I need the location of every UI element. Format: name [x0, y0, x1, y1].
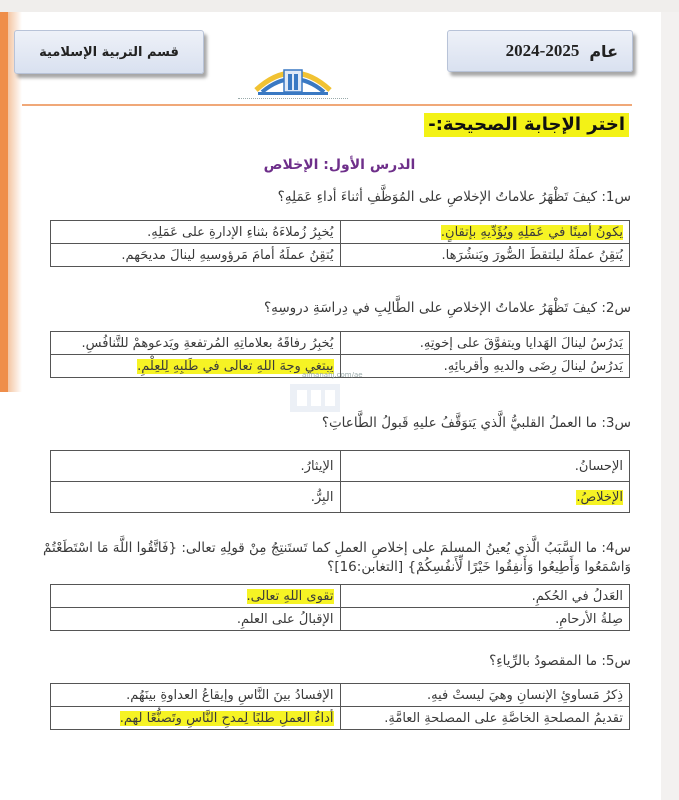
option-cell[interactable] [340, 332, 630, 355]
watermark-icon [285, 376, 345, 416]
correct-option: يبتغي وجهَ اللهِ تعالى في طَلبِهِ لِلعِلْمِ. [137, 358, 334, 374]
option-cell[interactable] [340, 355, 630, 378]
option-text: يُخبِرُ زُملاءَهُ بثناءِ الإدارةِ على عَمَلِهِ. [147, 224, 334, 240]
option-cell[interactable] [340, 221, 630, 244]
option-text: يُتقِنُ عملَهُ أمامَ مَرؤوسيهِ لينالَ مديحَهم. [121, 247, 334, 263]
option-cell[interactable] [340, 707, 630, 730]
option-text: ذِكرُ مَساوئِ الإنسانِ وهيَ ليستْ فيهِ. [427, 687, 623, 703]
year-label: عام [589, 41, 618, 61]
lesson-title: الدرس الأول: الإخلاص [263, 157, 416, 173]
options-row [51, 221, 630, 244]
option-cell[interactable] [340, 684, 630, 707]
option-cell[interactable] [51, 585, 341, 608]
question-4-options [50, 584, 630, 631]
option-text: صِلةُ الأرحامِ. [555, 611, 623, 627]
option-text: تقديمُ المصلحةِ الخاصَّةِ على المصلحةِ العامَّةِ. [384, 710, 623, 726]
option-text: البِرُّ. [310, 489, 334, 505]
option-cell[interactable] [51, 707, 341, 730]
option-cell[interactable] [51, 244, 341, 267]
option-text: يُتقِنُ عملَهُ ليلتقطَ الصُّورَ ويَنشُرَها. [441, 247, 623, 263]
watermark-text: almanahj.com/ae [302, 371, 363, 379]
options-row [51, 707, 630, 730]
option-text: يَدرُسُ لينالَ الهَدايا ويتفوَّقَ على إخوتِهِ. [419, 335, 623, 351]
option-text: الإقبالُ على العلمِ. [236, 611, 334, 627]
options-row [51, 608, 630, 631]
options-row [51, 332, 630, 355]
header-divider [22, 104, 632, 106]
school-logo [248, 60, 338, 100]
correct-option: يكونُ أمينًا في عَمَلِهِ ويُؤَدِّيهِ بإتقانٍ. [440, 224, 623, 240]
option-text: العَدلُ في الحُكمِ. [531, 588, 623, 604]
option-cell[interactable] [51, 684, 341, 707]
correct-option: أداءُ العملِ طلبًا لِمدحِ النَّاسِ وتَصنُّعًا لهم. [119, 710, 334, 726]
page-top-strip [0, 0, 679, 12]
option-text: الإحسانُ. [574, 458, 623, 474]
question-1-text: س1: كيفَ تَظْهَرُ علاماتُ الإخلاصِ على المُوَظَّفِ أثناءَ أداءِ عَمَلِهِ؟ [277, 189, 631, 205]
options-row [51, 684, 630, 707]
correct-option: الإخلاصُ. [576, 489, 623, 505]
option-cell[interactable] [51, 221, 341, 244]
option-text: يَدرُسُ لينالَ رِضَى والديهِ وأقربائِهِ. [443, 358, 623, 374]
option-cell[interactable] [51, 482, 341, 513]
question-5-text: س5: ما المقصودُ بالرِّياءِ؟ [489, 653, 631, 669]
department-label: قسم التربية الإسلامية [39, 44, 179, 60]
year-header-box [447, 30, 633, 72]
question-1-options [50, 220, 630, 267]
page-right-edge [661, 12, 679, 800]
option-cell[interactable] [51, 332, 341, 355]
option-cell[interactable] [340, 244, 630, 267]
option-cell[interactable] [51, 355, 341, 378]
option-cell[interactable] [340, 585, 630, 608]
question-2-text: س2: كيفَ تَظْهَرُ علاماتُ الإخلاصِ على الطَّالِبِ في دِراسَةِ دروسِهِ؟ [263, 300, 631, 316]
page-title: اختر الإجابة الصحيحة:- [424, 113, 629, 137]
question-5-options [50, 683, 630, 730]
question-3-text: س3: ما العملُ القلبيُّ الَّذي يَتوَقَّفُ عليهِ قَبولُ الطَّاعاتِ؟ [321, 415, 631, 431]
correct-option: تقوى اللهِ تعالى. [246, 588, 334, 604]
decorative-side-stripe [0, 12, 8, 392]
question-4-text: س4: ما السَّبَبُ الَّذي يُعينُ المسلمَ على إخلاصِ العملِ كما تَستَنتِجُ مِنْ قولِهِ تعالى: {فَاتَّقُوا اللَّهَ مَا اسْتَطَعْتُمْ وَاسْمَعُوا وَأَطِيعُوا وَأَنفِقُوا خَيْرًا لِّأَنفُسِكُمْ} [التغابن:16]؟ [43, 540, 631, 575]
option-cell[interactable] [340, 451, 630, 482]
option-text: الإفسادُ بينَ النَّاسِ وإيقاعُ العداوةِ بينَهُم. [126, 687, 334, 703]
year-value: 2024-2025 [505, 41, 580, 60]
option-cell[interactable] [340, 608, 630, 631]
option-text: الإيثارُ. [300, 458, 334, 474]
options-row [51, 451, 630, 482]
options-row [51, 244, 630, 267]
option-cell[interactable] [51, 608, 341, 631]
department-header-box [14, 30, 204, 74]
options-row [51, 585, 630, 608]
option-cell[interactable] [51, 451, 341, 482]
options-row [51, 482, 630, 513]
option-text: يُخبِرُ رفاقَهُ بعلاماتِهِ المُرتفعةِ ويَدعوهمْ للتَّنافُسِ. [81, 335, 334, 351]
logo-caption-line [238, 98, 348, 103]
question-3-options [50, 450, 630, 513]
option-cell[interactable] [340, 482, 630, 513]
